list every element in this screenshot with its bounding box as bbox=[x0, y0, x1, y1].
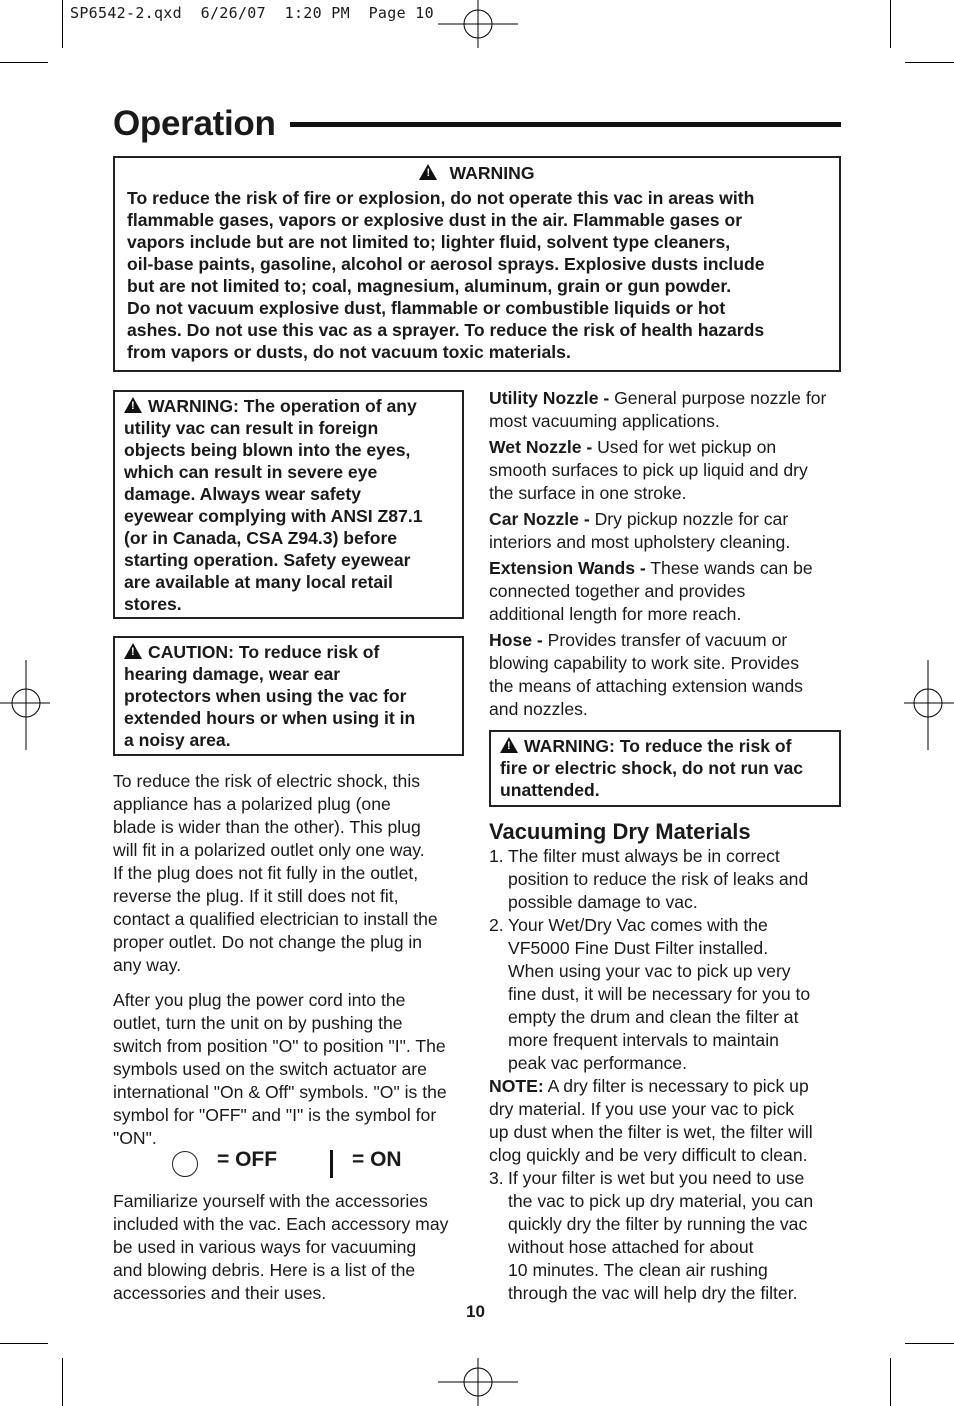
crop-mark bbox=[62, 0, 63, 48]
main-warning-text: To reduce the risk of fire or explosion, do not operate this vac in areas with flammable gases, vapors or explosive dust in the air. Flammable gases or vapors include but are not limited to; lighter fluid, solvent type cleaners, oil-base paints, gasoline, alcohol or aerosol sprays. Explosive dusts include but are not limited to; coal, magnesium, aluminum, grain or gun powder. Do not vacuum explosive dust, flammable or combustible liquids or hot ashes. Do not use this vac as a sprayer. To reduce the risk of health hazards from vapors or dusts, do not vacuum toxic materials. bbox=[127, 188, 765, 362]
title-rule bbox=[290, 122, 841, 127]
warning-icon bbox=[500, 737, 518, 753]
page-title: Operation bbox=[113, 104, 276, 143]
accessory-item: Wet Nozzle - Used for wet pickup on smooth surfaces to pick up liquid and dry the surface in one stroke. bbox=[489, 437, 808, 503]
crop-mark bbox=[890, 1358, 891, 1406]
list-item: 1. The filter must always be in correct position to reduce the risk of leaks and possible damage to vac. bbox=[489, 846, 809, 912]
registration-mark-left bbox=[0, 660, 50, 750]
page-number: 10 bbox=[466, 1302, 485, 1321]
accessory-item: Hose - Provides transfer of vacuum or blowing capability to work site. Provides the means of attaching extension wands and nozzles. bbox=[489, 630, 803, 719]
accessory-item: Extension Wands - These wands can be connected together and provides additional length for more reach. bbox=[489, 558, 813, 624]
crop-mark bbox=[905, 1343, 954, 1344]
unattended-warning-box: !WARNING: To reduce the risk of fire or electric shock, do not run vac unattended. bbox=[489, 730, 841, 807]
plug-paragraph: To reduce the risk of electric shock, this appliance has a polarized plug (one blade is wider than the other). This plug will fit in a polarized outlet only one way. If the plug does not fit fully in the outlet, reverse the plug. If it still does not fit, contact a qualified electrician to install the proper outlet. Do not change the plug in any way. bbox=[113, 771, 438, 975]
file-slug-line: SP6542-2.qxd 6/26/07 1:20 PM Page 10 bbox=[70, 4, 434, 22]
dry-materials-heading: Vacuuming Dry Materials bbox=[489, 819, 751, 844]
crop-mark bbox=[905, 62, 954, 63]
crop-mark bbox=[0, 62, 48, 63]
caution-icon bbox=[124, 643, 142, 659]
crop-mark bbox=[890, 0, 891, 48]
list-item: 3. If your filter is wet but you need to use the vac to pick up dry material, you can quickly dry the filter by running the vac without hose attached for about 10 minutes. The clean air rushing through the vac will help dry the filter. bbox=[489, 1168, 814, 1303]
off-label: = OFF bbox=[217, 1148, 278, 1171]
warning-icon bbox=[124, 397, 142, 413]
warning-icon bbox=[419, 164, 437, 180]
registration-mark-bottom bbox=[438, 1358, 518, 1406]
crop-mark bbox=[0, 1343, 48, 1344]
main-warning-box bbox=[113, 156, 841, 372]
hearing-caution-box: !CAUTION: To reduce risk of hearing damage, wear ear protectors when using the vac for extended hours or when using it in a noisy area. bbox=[113, 636, 464, 756]
accessories-paragraph: Familiarize yourself with the accessories included with the vac. Each accessory may be used in various ways for vacuuming and blowing debris. Here is a list of the accessories and their uses. bbox=[113, 1191, 449, 1303]
registration-mark-right bbox=[904, 660, 954, 750]
registration-mark-top bbox=[438, 0, 518, 48]
note: NOTE: A dry filter is necessary to pick up dry material. If you use your vac to pick up dust when the filter is wet, the filter will clog quickly and be very difficult to clean. bbox=[489, 1076, 813, 1165]
warning-heading: WARNING bbox=[449, 163, 535, 183]
crop-mark bbox=[62, 1358, 63, 1406]
on-symbol-icon bbox=[330, 1150, 333, 1178]
accessory-item: Car Nozzle - Dry pickup nozzle for car interiors and most upholstery cleaning. bbox=[489, 509, 791, 552]
off-symbol-icon bbox=[172, 1151, 198, 1177]
switch-paragraph: After you plug the power cord into the outlet, turn the unit on by pushing the switch from position "O" to position "I". The symbols used on the switch actuator are international "On & Off" symbols. "O" is the symbol for "OFF" and "I" is the symbol for "ON". bbox=[113, 990, 447, 1148]
list-item: 2. Your Wet/Dry Vac comes with the VF5000 Fine Dust Filter installed. When using your vac to pick up very fine dust, it will be necessary for you to empty the drum and clean the filter at more frequent intervals to maintain peak vac performance. bbox=[489, 915, 811, 1073]
accessories-list bbox=[489, 387, 849, 731]
dry-materials-list bbox=[489, 845, 849, 1305]
on-label: = ON bbox=[352, 1148, 402, 1171]
eye-warning-box: !WARNING: The operation of any utility vac can result in foreign objects being blown into the eyes, which can result in severe eye damage. Always wear safety eyewear complying with ANSI Z87.1 (or in Canada, CSA Z94.3) before starting operation. Safety eyewear are available at many local retail stores. bbox=[113, 390, 464, 619]
accessory-item: Utility Nozzle - General purpose nozzle for most vacuuming applications. bbox=[489, 388, 827, 431]
on-off-symbols bbox=[172, 1148, 472, 1182]
